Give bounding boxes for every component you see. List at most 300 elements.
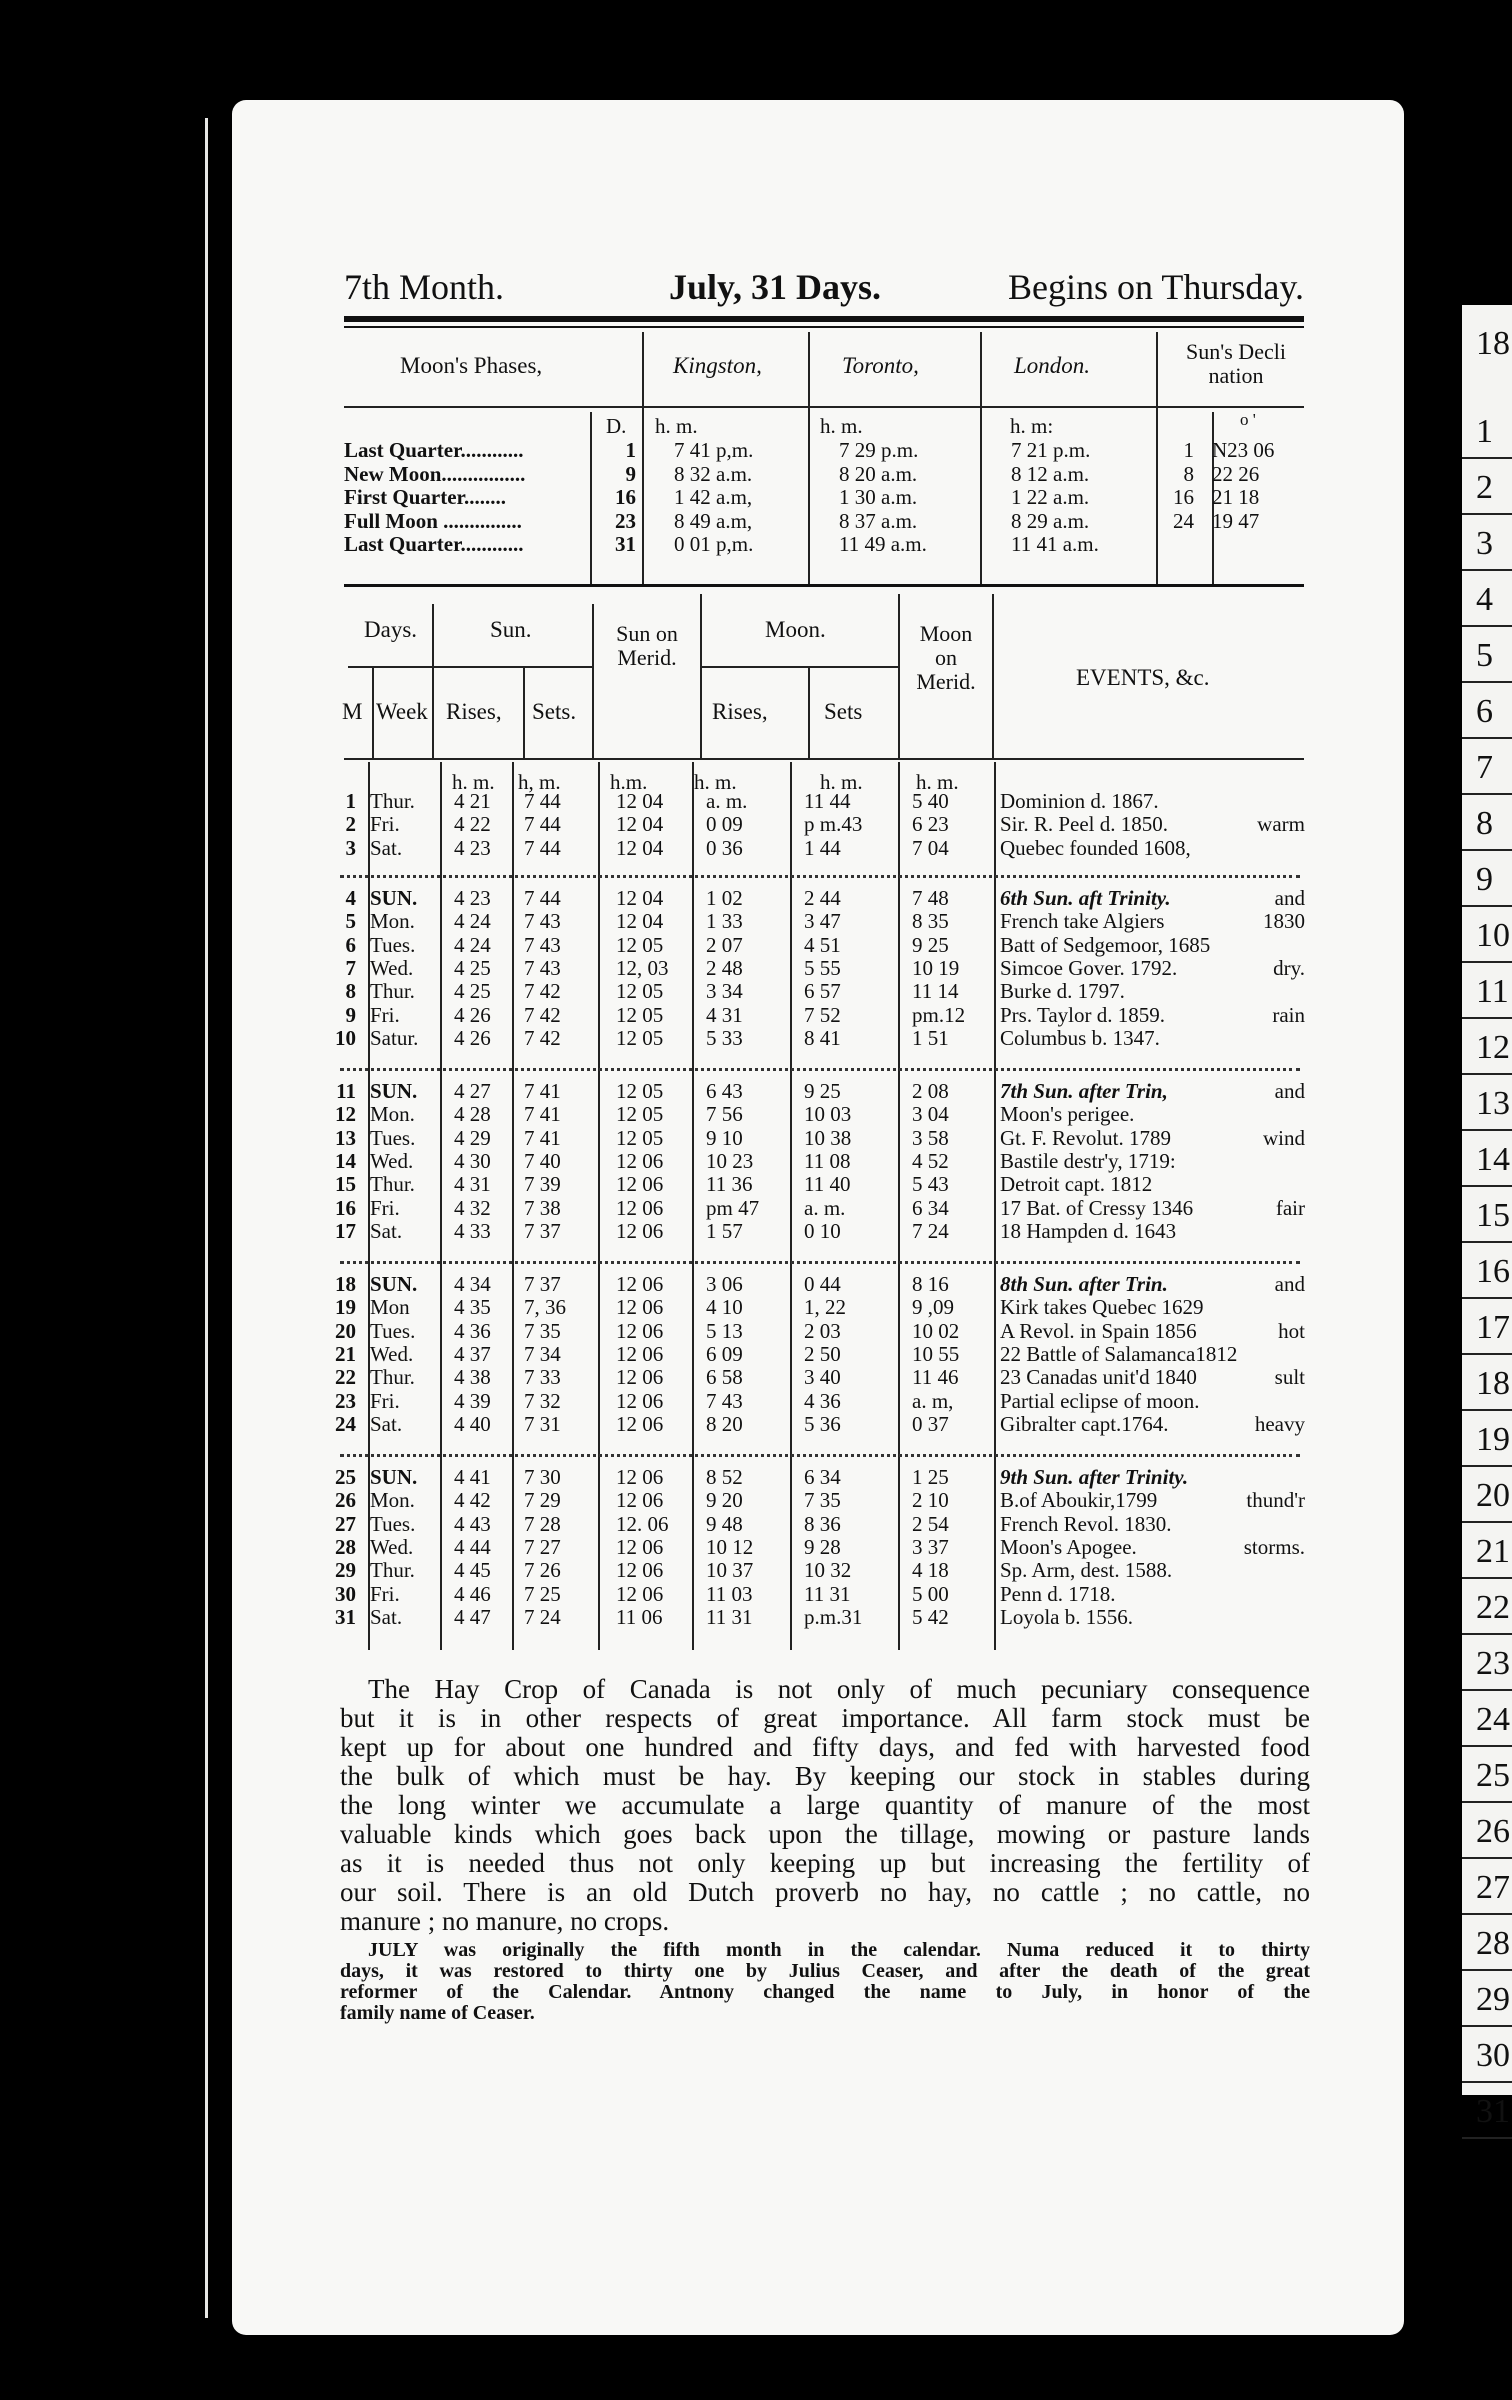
paragraph-line: manure ; no manure, no crops. xyxy=(340,1906,670,1936)
day-row xyxy=(330,813,1305,836)
sun-merid: 12 06 xyxy=(616,1272,664,1296)
sun-merid: 12 05 xyxy=(616,1125,664,1150)
next-page-number: 25 xyxy=(1476,1757,1510,1794)
sun-set: 7 37 xyxy=(524,1272,561,1296)
sun-merid: 12 05 xyxy=(616,1079,664,1103)
sun-rise: 4 25 xyxy=(454,979,491,1004)
day-of-month: 21 xyxy=(335,1341,356,1366)
moon-merid: 6 34 xyxy=(912,1195,949,1220)
decl-value: 22 26 xyxy=(1212,461,1260,486)
phase-row xyxy=(344,509,1304,532)
event: 6th Sun. aft Trinity. xyxy=(1000,886,1171,910)
next-page-rule xyxy=(1462,1409,1512,1411)
phase-day: 9 xyxy=(625,461,636,486)
moon-set: 9 28 xyxy=(804,1534,841,1559)
day-of-month: 31 xyxy=(335,1604,356,1629)
day-of-month: 5 xyxy=(345,909,356,934)
sun-rise: 4 47 xyxy=(454,1604,491,1629)
weather: warm xyxy=(1257,812,1305,837)
moon-merid: 7 48 xyxy=(912,886,949,910)
event: B.of Aboukir,1799 xyxy=(1000,1488,1158,1513)
weather: 1830 xyxy=(1263,909,1305,934)
next-page-rule xyxy=(1462,2025,1512,2027)
moon-merid: 5 00 xyxy=(912,1581,949,1606)
phase-row xyxy=(344,462,1304,485)
day-row xyxy=(330,1413,1305,1436)
next-page-rule xyxy=(1462,1129,1512,1131)
day-of-week: Satur. xyxy=(370,1025,419,1050)
day-row xyxy=(330,1273,1305,1296)
day-row xyxy=(330,1343,1305,1366)
moon-merid: 6 23 xyxy=(912,812,949,837)
sun-merid: 12 04 xyxy=(616,886,664,910)
next-page-number: 3 xyxy=(1476,525,1493,562)
moon-rise: 1 33 xyxy=(706,909,743,934)
sun-set: 7 43 xyxy=(524,932,561,957)
event: Penn d. 1718. xyxy=(1000,1581,1116,1606)
sun-rise: 4 33 xyxy=(454,1218,491,1243)
phase-london: 8 12 a.m. xyxy=(1011,461,1090,486)
event: 8th Sun. after Trin. xyxy=(1000,1272,1168,1296)
day-row xyxy=(330,1513,1305,1536)
next-page-number: 2 xyxy=(1476,469,1493,506)
moon-set: 7 35 xyxy=(804,1488,841,1513)
weather: rain xyxy=(1272,1002,1305,1027)
footnote-line: days, it was restored to thirty one by Julius Ceaser, and after the death of the great xyxy=(340,1960,1310,1982)
group-separator xyxy=(340,875,1300,878)
moon-merid: 8 16 xyxy=(912,1272,949,1296)
day-of-month: 16 xyxy=(335,1195,356,1220)
day-of-week: Mon. xyxy=(370,1102,415,1127)
event: Columbus b. 1347. xyxy=(1000,1025,1160,1050)
moon-set: 1 44 xyxy=(804,835,841,860)
h-moon-sets: Sets xyxy=(824,699,863,724)
moon-merid: 5 43 xyxy=(912,1172,949,1197)
next-page-rule xyxy=(1462,1857,1512,1859)
day-of-week: Mon xyxy=(370,1295,410,1320)
moon-merid: 9 ,09 xyxy=(912,1295,954,1320)
moon-merid: 8 35 xyxy=(912,909,949,934)
day-of-week: SUN. xyxy=(370,1272,418,1296)
unit-declination: o ' xyxy=(1240,410,1256,429)
moon-set: p m.43 xyxy=(804,812,863,837)
moon-set: 11 31 xyxy=(804,1581,851,1606)
next-page-number: 27 xyxy=(1476,1869,1510,1906)
sun-set: 7 43 xyxy=(524,909,561,934)
decl-value: 21 18 xyxy=(1212,485,1260,509)
month-number: 7th Month. xyxy=(344,267,505,307)
sun-set: 7 27 xyxy=(524,1534,561,1559)
day-of-month: 1 xyxy=(345,789,356,813)
sun-set: 7 29 xyxy=(524,1488,561,1513)
day-of-week: Thur. xyxy=(370,1365,415,1390)
sun-rise: 4 46 xyxy=(454,1581,491,1606)
next-page-number: 4 xyxy=(1476,581,1493,618)
moon-rise: a. m. xyxy=(706,789,748,813)
sun-set: 7 26 xyxy=(524,1558,561,1583)
event: Sp. Arm, dest. 1588. xyxy=(1000,1558,1173,1583)
moon-set: 7 52 xyxy=(804,1002,841,1027)
next-page-number: 23 xyxy=(1476,1645,1510,1682)
decl-day: 1 xyxy=(1183,438,1194,462)
day-row xyxy=(330,887,1305,910)
day-row xyxy=(330,910,1305,933)
day-of-month: 22 xyxy=(335,1365,356,1390)
day-of-week: Tues. xyxy=(370,1125,416,1150)
day-of-week: Fri. xyxy=(370,1195,400,1220)
phase-kingston: 7 41 p,m. xyxy=(674,438,754,462)
h-sun-rises: Rises, xyxy=(446,699,502,724)
day-row xyxy=(330,1103,1305,1126)
sun-rise: 4 45 xyxy=(454,1558,491,1583)
moon-merid: 11 14 xyxy=(912,979,959,1004)
next-page-rule xyxy=(1462,569,1512,571)
moon-rise: 2 07 xyxy=(706,932,743,957)
sun-merid: 12 05 xyxy=(616,932,664,957)
moon-set: 8 41 xyxy=(804,1025,841,1050)
h-sun-sets: Sets. xyxy=(532,699,577,724)
sun-set: 7 42 xyxy=(524,979,561,1004)
phase-name: Last Quarter............ xyxy=(344,532,524,556)
weather: and xyxy=(1274,886,1305,910)
day-of-month: 24 xyxy=(335,1411,356,1436)
next-page-number: 5 xyxy=(1476,637,1493,674)
phase-row xyxy=(344,532,1304,555)
unit-mmer: h. m. xyxy=(916,770,959,794)
moon-set: 9 25 xyxy=(804,1079,841,1103)
next-page-rule xyxy=(1462,625,1512,627)
event: Batt of Sedgemoor, 1685 xyxy=(1000,932,1211,957)
next-page-rule xyxy=(1462,681,1512,683)
paragraph-line: the long winter we accumulate a large quantity of manure of the most xyxy=(340,1790,1310,1820)
day-of-month: 27 xyxy=(335,1511,356,1536)
day-of-week: Tues. xyxy=(370,932,416,957)
next-page-number: 12 xyxy=(1476,1029,1510,1066)
moon-set: 6 57 xyxy=(804,979,841,1004)
next-page-number: 9 xyxy=(1476,861,1493,898)
day-of-week: Wed. xyxy=(370,1534,414,1559)
moon-set: a. m. xyxy=(804,1195,846,1220)
next-page-rule xyxy=(1462,1073,1512,1075)
next-page-rule xyxy=(1462,2081,1512,2083)
next-page-number: 6 xyxy=(1476,693,1493,730)
sun-merid: 12 06 xyxy=(616,1488,664,1513)
moon-rise: 5 33 xyxy=(706,1025,743,1050)
sun-merid: 12 06 xyxy=(616,1411,664,1436)
sun-rise: 4 38 xyxy=(454,1365,491,1390)
sun-set: 7 30 xyxy=(524,1465,561,1489)
unit-mer: h.m. xyxy=(610,770,648,794)
event: 22 Battle of Salamanca1812 xyxy=(1000,1341,1238,1366)
sun-merid: 12 06 xyxy=(616,1341,664,1366)
sun-merid: 12 06 xyxy=(616,1465,664,1489)
event: 17 Bat. of Cressy 1346 xyxy=(1000,1195,1194,1220)
next-page-number: 11 xyxy=(1476,973,1509,1010)
moon-rise: 0 36 xyxy=(706,835,743,860)
next-page-rule xyxy=(1462,1689,1512,1691)
sun-rise: 4 37 xyxy=(454,1341,491,1366)
moon-set: 5 36 xyxy=(804,1411,841,1436)
paragraph-line: valuable kinds which goes back upon the tillage, mowing or pasture lands xyxy=(340,1819,1310,1849)
moon-rise: 5 13 xyxy=(706,1318,743,1343)
day-of-month: 13 xyxy=(335,1125,356,1150)
unit-toronto: h. m. xyxy=(820,414,863,438)
day-row xyxy=(330,1080,1305,1103)
next-page-number: 20 xyxy=(1476,1477,1510,1514)
moon-merid: 11 46 xyxy=(912,1365,959,1390)
unit-kingston: h. m. xyxy=(655,414,698,438)
moon-rise: 10 23 xyxy=(706,1148,754,1173)
moon-merid: 1 25 xyxy=(912,1465,949,1489)
sun-set: 7, 36 xyxy=(524,1295,566,1320)
sun-rise: 4 28 xyxy=(454,1102,491,1127)
day-of-month: 15 xyxy=(335,1172,356,1197)
moon-rise: 9 48 xyxy=(706,1511,743,1536)
decl-day: 8 xyxy=(1183,461,1194,486)
sun-rise: 4 23 xyxy=(454,835,491,860)
sun-rise: 4 32 xyxy=(454,1195,491,1220)
day-of-month: 6 xyxy=(345,932,356,957)
next-page-number: 18 xyxy=(1476,325,1510,362)
event: 9th Sun. after Trinity. xyxy=(1000,1465,1189,1489)
sun-merid: 12 06 xyxy=(616,1388,664,1413)
day-of-month: 19 xyxy=(335,1295,356,1320)
footnote-line: JULY was originally the fifth month in the calendar. Numa reduced it to thirty xyxy=(368,1939,1310,1961)
col-kingston: Kingston, xyxy=(673,353,762,378)
day-row xyxy=(330,1320,1305,1343)
sun-set: 7 32 xyxy=(524,1388,561,1413)
moon-rise: 10 37 xyxy=(706,1558,754,1583)
sun-merid: 12 05 xyxy=(616,1002,664,1027)
day-of-week: SUN. xyxy=(370,1079,418,1103)
moon-merid: 9 25 xyxy=(912,932,949,957)
event: Dominion d. 1867. xyxy=(1000,789,1159,813)
day-of-week: Sat. xyxy=(370,1604,403,1629)
day-of-week: Sat. xyxy=(370,835,403,860)
sun-merid: 12 06 xyxy=(616,1148,664,1173)
next-page-rule xyxy=(1462,1353,1512,1355)
weather: dry. xyxy=(1273,955,1305,980)
day-of-week: Fri. xyxy=(370,1581,400,1606)
event: French Revol. 1830. xyxy=(1000,1511,1172,1536)
event: 7th Sun. after Trin, xyxy=(1000,1079,1168,1103)
next-page-rule xyxy=(1462,457,1512,459)
day-of-week: Wed. xyxy=(370,955,414,980)
day-of-week: Thur. xyxy=(370,1172,415,1197)
sun-merid: 12 05 xyxy=(616,1102,664,1127)
moon-rise: 11 31 xyxy=(706,1604,753,1629)
phase-name: First Quarter........ xyxy=(344,485,506,509)
sun-merid: 12 04 xyxy=(616,835,664,860)
moon-rise: 0 09 xyxy=(706,812,743,837)
sun-set: 7 31 xyxy=(524,1411,561,1436)
moon-rise: 4 10 xyxy=(706,1295,743,1320)
day-row xyxy=(330,1489,1305,1512)
sun-set: 7 33 xyxy=(524,1365,561,1390)
sun-set: 7 42 xyxy=(524,1002,561,1027)
phase-toronto: 1 30 a.m. xyxy=(839,485,918,509)
sun-set: 7 42 xyxy=(524,1025,561,1050)
sun-merid: 12 04 xyxy=(616,789,664,813)
sun-set: 7 25 xyxy=(524,1581,561,1606)
unit-day: D. xyxy=(606,414,627,438)
moon-set: 1, 22 xyxy=(804,1295,846,1320)
day-of-month: 30 xyxy=(335,1581,356,1606)
day-of-month: 25 xyxy=(335,1465,356,1489)
next-page-number: 13 xyxy=(1476,1085,1510,1122)
col-declination: Sun's Decli nation xyxy=(1186,339,1286,388)
moon-rise: 11 36 xyxy=(706,1172,753,1197)
h-week: Week xyxy=(376,699,428,724)
next-page-number: 24 xyxy=(1476,1701,1510,1738)
sun-rise: 4 23 xyxy=(454,886,491,910)
next-page-number: 10 xyxy=(1476,917,1510,954)
moon-merid: 7 04 xyxy=(912,835,949,860)
event: 23 Canadas unit'd 1840 xyxy=(1000,1365,1197,1390)
day-of-week: Fri. xyxy=(370,812,400,837)
event: Moon's Apogee. xyxy=(1000,1534,1137,1559)
phase-name: Full Moon ............... xyxy=(344,508,522,533)
moon-rise: 1 02 xyxy=(706,886,743,910)
next-page-rule xyxy=(1462,1521,1512,1523)
phase-day: 31 xyxy=(615,532,636,556)
moon-rise: 3 06 xyxy=(706,1272,743,1296)
next-page-rule xyxy=(1462,1185,1512,1187)
day-row xyxy=(330,837,1305,860)
next-page-rule xyxy=(1462,961,1512,963)
weather: storms. xyxy=(1243,1534,1305,1559)
day-row xyxy=(330,1127,1305,1150)
unit-london: h. m: xyxy=(1010,414,1054,438)
day-of-week: Thur. xyxy=(370,1558,415,1583)
h-moon-rises: Rises, xyxy=(712,699,768,724)
day-row xyxy=(330,1583,1305,1606)
sun-rise: 4 21 xyxy=(454,789,491,813)
day-of-month: 3 xyxy=(345,835,356,860)
moon-merid: 3 58 xyxy=(912,1125,949,1150)
sun-set: 7 44 xyxy=(524,789,561,813)
next-page-rule xyxy=(1462,513,1512,515)
day-of-month: 18 xyxy=(335,1272,356,1296)
moon-rise: 10 12 xyxy=(706,1534,754,1559)
weather: thund'r xyxy=(1246,1488,1305,1513)
next-page-number: 29 xyxy=(1476,1981,1510,2018)
sun-rise: 4 36 xyxy=(454,1318,491,1343)
sun-merid: 12 05 xyxy=(616,979,664,1004)
next-page-rule xyxy=(1462,793,1512,795)
sun-rise: 4 31 xyxy=(454,1172,491,1197)
day-of-month: 29 xyxy=(335,1558,356,1583)
sun-rise: 4 29 xyxy=(454,1125,491,1150)
next-page-number: 14 xyxy=(1476,1141,1510,1178)
sun-set: 7 44 xyxy=(524,835,561,860)
h-sun: Sun. xyxy=(490,617,532,642)
next-page-number: 21 xyxy=(1476,1533,1510,1570)
phase-day: 16 xyxy=(615,485,636,509)
day-row xyxy=(330,1173,1305,1196)
day-row xyxy=(330,1536,1305,1559)
group-separator xyxy=(340,1261,1300,1264)
weather: hot xyxy=(1278,1318,1305,1343)
footnote-line: reformer of the Calendar. Antnony changed the name to July, in honor of the xyxy=(340,1981,1310,2003)
phase-london: 1 22 a.m. xyxy=(1011,485,1090,509)
day-row xyxy=(330,1027,1305,1050)
day-of-week: Fri. xyxy=(370,1388,400,1413)
col-toronto: Toronto, xyxy=(842,353,919,378)
event: Kirk takes Quebec 1629 xyxy=(1000,1295,1204,1320)
next-page-rule xyxy=(1462,1745,1512,1747)
sun-rise: 4 27 xyxy=(454,1079,491,1103)
phase-kingston: 8 49 a.m, xyxy=(674,508,753,533)
moon-rise: 8 52 xyxy=(706,1465,743,1489)
header-rule-thin xyxy=(344,326,1304,328)
sun-set: 7 44 xyxy=(524,812,561,837)
phase-day: 1 xyxy=(625,438,636,462)
next-page-number: 1 xyxy=(1476,413,1493,450)
moon-merid: pm.12 xyxy=(912,1002,966,1027)
sun-rise: 4 25 xyxy=(454,955,491,980)
day-of-month: 4 xyxy=(345,886,356,910)
day-row xyxy=(330,1366,1305,1389)
moon-merid: 0 37 xyxy=(912,1411,949,1436)
day-of-week: Thur. xyxy=(370,789,415,813)
footnote-line: family name of Ceaser. xyxy=(340,2002,535,2024)
moon-set: 2 03 xyxy=(804,1318,841,1343)
sun-set: 7 41 xyxy=(524,1102,561,1127)
weather: and xyxy=(1274,1079,1305,1103)
sun-rise: 4 39 xyxy=(454,1388,491,1413)
sun-set: 7 28 xyxy=(524,1511,561,1536)
unit-mset: h. m. xyxy=(820,770,863,794)
day-row xyxy=(330,934,1305,957)
paragraph-line: our soil. There is an old Dutch proverb no hay, no cattle ; no cattle, no xyxy=(340,1877,1310,1907)
sun-rise: 4 24 xyxy=(454,932,491,957)
event: Moon's perigee. xyxy=(1000,1102,1135,1127)
col-london: London. xyxy=(1014,353,1091,378)
day-row xyxy=(330,980,1305,1003)
h-events: EVENTS, &c. xyxy=(1076,665,1210,690)
next-page-number: 30 xyxy=(1476,2037,1510,2074)
h-moon: Moon. xyxy=(765,617,826,642)
decl-value: 19 47 xyxy=(1212,508,1260,533)
moon-merid: 4 52 xyxy=(912,1148,949,1173)
next-page-number: 22 xyxy=(1476,1589,1510,1626)
moon-set: 6 34 xyxy=(804,1465,841,1489)
next-page-rule xyxy=(1462,1969,1512,1971)
next-page-rule xyxy=(1462,849,1512,851)
sun-set: 7 34 xyxy=(524,1341,561,1366)
moon-merid: 2 08 xyxy=(912,1079,949,1103)
event: 18 Hampden d. 1643 xyxy=(1000,1218,1177,1243)
day-of-week: Sat. xyxy=(370,1411,403,1436)
next-page-rule xyxy=(1462,737,1512,739)
moon-merid: 10 02 xyxy=(912,1318,960,1343)
day-of-month: 12 xyxy=(335,1102,356,1127)
phase-name: Last Quarter............ xyxy=(344,438,524,462)
sun-rise: 4 34 xyxy=(454,1272,491,1296)
sun-merid: 12. 06 xyxy=(616,1511,669,1536)
unit-set: h, m. xyxy=(518,770,561,794)
unit-mrise: h. m. xyxy=(694,770,737,794)
moon-merid: a. m, xyxy=(912,1388,954,1413)
day-row xyxy=(330,790,1305,813)
sun-rise: 4 24 xyxy=(454,909,491,934)
day-of-month: 28 xyxy=(335,1534,356,1559)
paragraph-line: but it is in other respects of great importance. All farm stock must be xyxy=(340,1703,1310,1733)
group-separator xyxy=(340,1068,1300,1071)
event: French take Algiers xyxy=(1000,909,1165,934)
moon-set: 10 03 xyxy=(804,1102,852,1127)
